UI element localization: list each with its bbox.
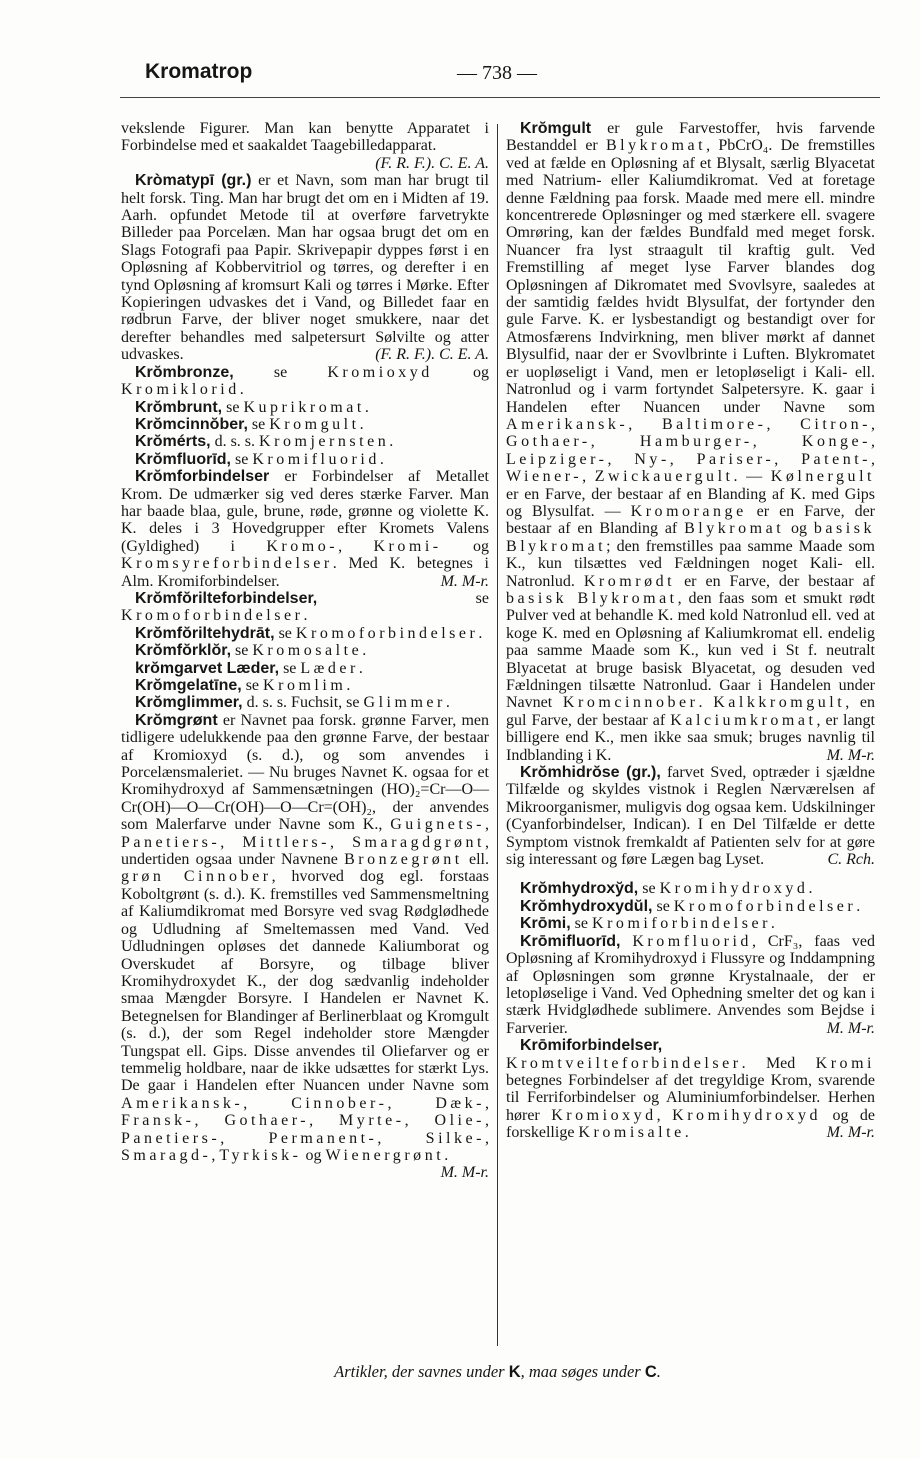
footer-text: Artikler, der savnes under (334, 1362, 509, 1381)
entry-text: , (590, 433, 640, 451)
left-column (121, 120, 489, 1182)
entry-text: . (808, 880, 813, 898)
entry-continuation (121, 120, 489, 172)
spaced-reference: Amerikansk- (506, 415, 629, 433)
entry-text: er en Farve, der bestaar af en Blanding af K. med Gips og Blysulfat. — (506, 485, 875, 520)
entry (121, 399, 489, 416)
entry-text: er en Farve, der bestaar af en Blanding af (506, 502, 876, 538)
entry-text: . (359, 415, 364, 433)
headword: Krŏmbrunt, (135, 398, 223, 416)
entry (121, 468, 489, 590)
spaced-reference: Baltimore- (661, 415, 767, 433)
footer-letter: C (644, 1363, 657, 1381)
spaced-reference: Guignets- (390, 816, 485, 834)
entry (506, 1037, 875, 1141)
spaced-reference: Kromoforbindelser (673, 897, 857, 915)
entry-text: . (445, 694, 450, 712)
spaced-reference: Kromioxyd (327, 363, 433, 381)
spaced-reference: Kromifluorid (252, 450, 380, 468)
headword: Krŏmérts, (135, 433, 211, 451)
entry (121, 677, 489, 694)
entry-text: , PbCrO₄. De fremstilles ved at fælde en Opløsning af et Blysalt, særlig Blyacetat med Natrium- eller Kaliumdikromat. Ved at foretage denne Fældning paa forsk. Maade med mere ell. mindre koncentrerede Opløsninger og med stærkere ell. svagere Omrøring, kan der fældes Bundfald med meget forsk. Nuancer fra lyst straagult til kraftig gult. Ved Fremstilling af meget lyse Farver blandes dog Opløsningen af Dikromatet med Svovlsyre, saaledes at der samtidig fældes hvidt Blysulfat, der fortynder den gule Farve. K. er lysbestandigt og bestandigt over for Atmosfærens Indvirkning, men bliver mørkt af dannet Blysulfid, naar der er Svovlbrinte i Luften. Blykromatet er uopløseligt i Vand, men er letopløseligt i Kali- ell. Natronlud og i varm fortyndet Salpetersyre. K. gaar i Handelen efter Nuancen under Navne som (506, 137, 875, 416)
entry-text (620, 933, 632, 950)
entry (506, 933, 875, 1037)
entry-text: se (247, 415, 270, 433)
entry-text: , CrF₃, faas ved Opløsning af Kromihydroxyd i Flussyre og Inddampning af Opløsningen som grønne Krystalnaale, der er letopløselige i Vand. Ved Ophedning smelter det og kan i stærk Hvidglødhede sublimere. Anvendes som Bejdse i Farverier. (506, 932, 875, 1037)
headword: Krŏmhydroxydŭl, (520, 897, 653, 915)
footer-text: , maa søges under (520, 1362, 645, 1381)
spaced-reference: Wienergrønt (325, 1146, 445, 1164)
entry (506, 898, 875, 915)
spaced-reference: Gothaer- (224, 1112, 310, 1130)
spaced-reference: Leipziger- (506, 450, 608, 468)
entry-text: d. s. s. Fuchsit, se (242, 694, 364, 712)
spaced-reference: Amerikansk- (121, 1094, 244, 1112)
entry-text: . (364, 398, 369, 416)
entry-text: . (239, 381, 244, 399)
entry (121, 451, 489, 468)
page-number: — 738 — (457, 62, 537, 84)
entry-text: og (441, 537, 490, 555)
spaced-reference: Silke- (425, 1129, 486, 1147)
entry-text: , (485, 1112, 489, 1130)
spaced-reference: Citron- (800, 415, 872, 433)
entry (121, 433, 489, 450)
entry-text: og (784, 520, 814, 538)
spaced-reference: Kromorange (630, 502, 747, 520)
entry-text: . (770, 915, 775, 933)
headword: Krŏmfluorīd, (135, 450, 231, 468)
entry-text: vekslende Figurer. Man kan benytte Apparatet i Forbindelse med et saakaldet Taagebilledapparat. (121, 120, 489, 155)
entry-text: er Forbindelser af Metallet Krom. De udmærker sig ved deres stærke Farver. Man har baade blaa, gule, brune, røde, grønne og violette K. K. deles i 3 Hovedgrupper efter Kromets Valens (Gyldighed) i (121, 468, 489, 555)
spaced-reference: Panetiers- (121, 833, 221, 851)
spaced-reference: Bronzegrønt (344, 851, 463, 869)
header-rule (120, 97, 880, 98)
entry-text: og de forskellige (506, 1106, 875, 1142)
headword: Krōmifluorīd, (520, 932, 621, 950)
entry-text: se (222, 398, 244, 416)
entry-text: se (638, 880, 660, 898)
spaced-reference: Kromlim (263, 677, 347, 694)
entry-text: , (194, 1112, 225, 1130)
spaced-reference: Dæk- (435, 1094, 485, 1112)
entry (121, 625, 489, 642)
spaced-reference: Panetiers- (121, 1129, 221, 1147)
entry-text: se (317, 589, 489, 607)
signature: (F. R. F.). C. E. A. (375, 346, 489, 364)
spaced-reference: grøn Cinnober (121, 868, 272, 886)
entry-text: . Med (741, 1054, 816, 1072)
entry-text: . (389, 433, 394, 451)
entry-text: , (485, 816, 489, 834)
spaced-reference: Patent- (801, 450, 872, 468)
spaced-reference: basisk Blykromat (506, 589, 678, 607)
signature: M. M-r. (440, 1164, 489, 1182)
spaced-reference: Kromoforbindelser (121, 607, 304, 625)
spaced-reference: Cinnober- (291, 1094, 388, 1112)
spaced-reference: Kromjernsten (259, 433, 390, 451)
entry-text: , (582, 468, 595, 486)
headword: Krōmiforbindelser, (520, 1037, 663, 1055)
footer-note (120, 1362, 875, 1382)
spaced-reference: Kromi (815, 1054, 875, 1072)
spaced-reference: Kromiforbindelser (592, 915, 771, 933)
footer-text: . (656, 1362, 661, 1381)
entry-text: farvet Sved, optræder i sjældne Tilfælde og skyldes vistnok i Reglen Nærværelsen af Mikroorganismer, muligvis dog ogsaa kem. Udskilninger (Cyanforbindelser, Indican). I en Del Tilfælde er dette Symptom vistnok fremkaldt af Patienten selv for at gøre sig interessant og føre Lægen bag Lyset. (506, 764, 875, 869)
headword: Kròmatypī (gr.) (135, 172, 252, 190)
headword: Krŏmgelatīne, (135, 677, 242, 694)
entry-text: og (432, 363, 490, 381)
headword: Krŏmfŏriltehydrāt, (135, 624, 275, 642)
signature: C. Rch. (827, 851, 875, 869)
entry-text: er Navnet paa forsk. grønne Farver, men tidligere udelukkende paa den grønne Farve, der bestaar af Kromioxyd (s. d.), og som anvendes i Porcelænsmaleriet. — Nu bruges Navnet K. ogsaa for et Kromihydroxyd af Sammensætningen (HO)₂=Cr—O—Cr(OH)—O—Cr(OH)—O—Cr=(OH)₂, der anvendes som Malerfarve under Navne som K., (121, 711, 489, 834)
entry-text: se (652, 897, 674, 915)
spaced-reference: Kølnergult (770, 468, 876, 486)
entry-text: , (338, 537, 374, 555)
entry-text: . (478, 624, 483, 642)
headword: Krŏmforbindelser (135, 468, 270, 486)
entry-text: , (774, 450, 802, 468)
spaced-reference: Kromi- (373, 537, 442, 555)
signature: M. M-r. (440, 572, 489, 590)
entry-text: , (752, 433, 802, 451)
entry-text: . (358, 659, 363, 677)
signature: M. M-r. (826, 1019, 875, 1037)
entry-text: er en Farve, der bestaar af (675, 572, 876, 590)
entry-text: , (377, 1129, 426, 1147)
entry-text: se (241, 677, 264, 694)
entry-text: er et Navn, som man har brugt til helt forsk. Ting. Man har brugt det om en i Midten af 19. Aarh. opfundet Metode til at overføre farvetrykte Billeder paa Porcelæn. Man har ogsaa brugt det om en Slags Fotografi paa Papir. Skrivepapir dyppes først i en Opløsning af Kobbervitriol og tørres, og derefter i en tynd Opløsning af kromsurt Kali og tørres i Mørke. Efter Kopieringen udvaskes det i Vand, og Billedet faar en rødbrun Farve, der bliver noget smukkere, naar det derefter behandles med salpetersurt Sølvilte og atter udvaskes. (121, 172, 489, 364)
entry-text: d. s. s. (210, 433, 260, 451)
headword: Krŏmhidrŏse (gr.), (520, 764, 661, 782)
entry-text: . — (733, 468, 771, 486)
entry (121, 172, 489, 363)
spaced-reference: Blykromat (684, 520, 785, 538)
entry-text: . (379, 450, 384, 468)
spaced-reference: Kromihydroxyd (672, 1106, 821, 1124)
entry (121, 694, 489, 711)
entry-text: , (243, 1094, 292, 1112)
entry (121, 642, 489, 659)
spaced-reference: Zwickauergult (594, 468, 734, 486)
spaced-reference: Fransk- (121, 1112, 195, 1130)
headword: krŏmgarvet Læder, (135, 659, 280, 677)
spaced-reference: Kromgult (269, 415, 360, 433)
spaced-reference: Kalkkromgult (713, 694, 846, 712)
entry-text: betegnes Forbindelser af det tregyldige Krom, svarende til Ferriforbindelser og Aluminiumforbindelser. Herhen hører (506, 1071, 875, 1124)
entry-text: , den faas som et smukt rødt Pulver ved at behandle K. med kold Natronlud ell. ved at koge K. med en Opløsning af Kaliumkromat ell. endelig paa samme Maade som K., kun ved i St f. neutralt Blyacetat at bruge basisk Blyacetat, og desuden ved Fældningen tilsætte Natronlud. Gaar i Handelen under Navnet (506, 589, 875, 712)
entry-text: , (330, 833, 353, 851)
entry-text: , (387, 1094, 436, 1112)
entry-text: , (485, 1129, 490, 1147)
entry-text: . (698, 694, 714, 712)
spaced-reference: Kromcinnober (562, 694, 699, 712)
headword: Krŏmbronze, (135, 363, 234, 381)
entry-text: . (362, 642, 367, 660)
spaced-reference: Kromihydroxyd (659, 880, 809, 898)
spaced-reference: Kromioxyd (551, 1106, 657, 1124)
spaced-reference: Myrte- (339, 1112, 405, 1130)
spaced-reference: Wiener- (506, 468, 583, 486)
spaced-reference: Kromoforbindelser (295, 624, 479, 642)
entry-text: , undertiden ogsaa under Navnene (121, 833, 490, 869)
headword: Krŏmgult (520, 120, 592, 137)
entry-text: , (871, 450, 876, 468)
entry-text: se (279, 659, 301, 677)
entry (121, 712, 489, 1182)
right-column (506, 120, 875, 1142)
spaced-reference: basisk Blykromat (506, 520, 876, 555)
signature: (F. R. F.). C. E. A. (375, 154, 489, 172)
entry-text: , (404, 1112, 435, 1130)
spaced-reference: Pariser- (696, 450, 775, 468)
entry (121, 590, 489, 625)
spaced-reference: Blykromat (605, 137, 707, 155)
spaced-reference: Gothaer- (506, 433, 591, 451)
entry (506, 880, 875, 897)
spaced-reference: Kromtveilteforbindelser (506, 1054, 742, 1072)
signature: M. M-r. (826, 1124, 875, 1142)
entry-text: ; den fremstilles paa samme Maade som K., kun tilsættes ved Fældningen noget Kali- ell. Natronlud. (506, 537, 875, 590)
entry-text: . (346, 677, 351, 694)
entry-text: , (309, 1112, 340, 1130)
entry-text: . (684, 1124, 689, 1142)
entry-text: , (656, 1106, 673, 1124)
headword: Krŏmgrønt (135, 711, 218, 729)
spaced-reference: Kromrødt (583, 572, 676, 590)
entry-text: , hvorved dog egl. forstaas Koboltgrønt (s. d.). K. fremstilles ved Sammensmeltning af Kaliumdikromat med Borsyre ved svag Rødglødhede og Udludning af Smeltemassen med Vand. Ved Udludningen opløses det dannede Kaliumborat og Overskudet af Borsyre, og tilbage bliver Kromihydroxydet K., der dog sædvanlig indeholder smaa Mængder Borsyre. I Handelen er Navnet K. Betegnelsen for Blandinger af Berlinerblaat og Kromgult (s. d.), der som Regel indeholder store Mængder Tungspat ell. Gips. Disse anvendes til Oliefarver og er temmelig holdbare, naar de ikke udsættes for stærkt Lys. De gaar i Handelen efter Nuancen under Navne som (121, 868, 489, 1095)
entry-text: , en gul Farve, der bestaar af (506, 694, 876, 729)
headword: Krŏmhydroxy̆d, (520, 880, 639, 898)
spaced-reference: Kromiklorid (121, 381, 240, 399)
footer-letter: K (508, 1363, 521, 1381)
entry-text: , er langt billigere end K., men ikke saa smuk; bruges navnlig til Indblanding i K. (506, 711, 876, 764)
entry-text: se (231, 642, 253, 660)
entry-text: se (231, 450, 253, 468)
spaced-reference: Smaragdgrønt (352, 833, 486, 851)
entry-text: , (766, 415, 801, 433)
spaced-reference: Kromisalte (578, 1124, 685, 1142)
entry-text: , (628, 415, 662, 433)
headword: Krŏmfŏrilteforbindelser, (135, 589, 318, 607)
entry-text: ell. (462, 851, 490, 869)
spaced-reference: Ny- (634, 450, 670, 468)
entry-text: , (485, 1094, 489, 1112)
entry-text: , (669, 450, 697, 468)
spaced-reference: Konge- (801, 433, 871, 451)
entry (121, 416, 489, 433)
entry-text: , (211, 1146, 220, 1164)
spaced-reference: Glimmer (363, 694, 446, 712)
spaced-reference: Læder (300, 659, 359, 677)
entry-text: . (856, 897, 861, 915)
spaced-reference: Kuprikromat (243, 398, 365, 416)
entry-text: se (233, 363, 328, 381)
spaced-reference: Smaragd- (121, 1146, 212, 1164)
entry (121, 364, 489, 399)
spaced-reference: Kalciumkromat (670, 711, 817, 729)
entry-text: , (220, 1129, 269, 1147)
spaced-reference: Permanent- (268, 1129, 378, 1147)
spaced-reference: Kromo- (266, 537, 339, 555)
entry-text: se (570, 915, 592, 933)
entry (506, 120, 875, 764)
entry-text: , (220, 833, 243, 851)
entry-text: . (444, 1146, 449, 1164)
headword: Krōmi, (520, 915, 571, 933)
spaced-reference: Kromosalte (252, 642, 363, 660)
headword: Krŏmcinnŏber, (135, 415, 248, 433)
signature: M. M-r. (826, 746, 875, 764)
spaced-reference: Kromsyreforbindelser (121, 555, 333, 573)
column-divider (497, 124, 498, 1346)
headword: Krŏmfŏrklŏr, (135, 642, 232, 660)
entry-text: , (607, 450, 635, 468)
entry-text: , (871, 415, 876, 433)
headword: Krŏmglimmer, (135, 694, 243, 712)
entry (506, 764, 875, 868)
spaced-reference: Hamburger- (639, 433, 753, 451)
spaced-reference: Mittlers- (242, 833, 330, 851)
entry-text: er gule Farvestoffer, hvis farvende Bestanddel er (506, 120, 875, 155)
entry-text: . (303, 607, 308, 625)
spaced-reference: Kromfluorid (632, 932, 752, 950)
entry (506, 915, 875, 932)
entry-text: . Med K. betegnes i Alm. Kromiforbindelser. (121, 555, 489, 590)
entry-text: og (301, 1146, 326, 1164)
running-head: Kromatrop (145, 60, 253, 83)
spaced-reference: Olie- (434, 1112, 485, 1130)
entry (121, 660, 489, 677)
entry-text: se (274, 624, 296, 642)
entry-text: , (871, 433, 875, 451)
spaced-reference: Tyrkisk- (219, 1146, 302, 1164)
